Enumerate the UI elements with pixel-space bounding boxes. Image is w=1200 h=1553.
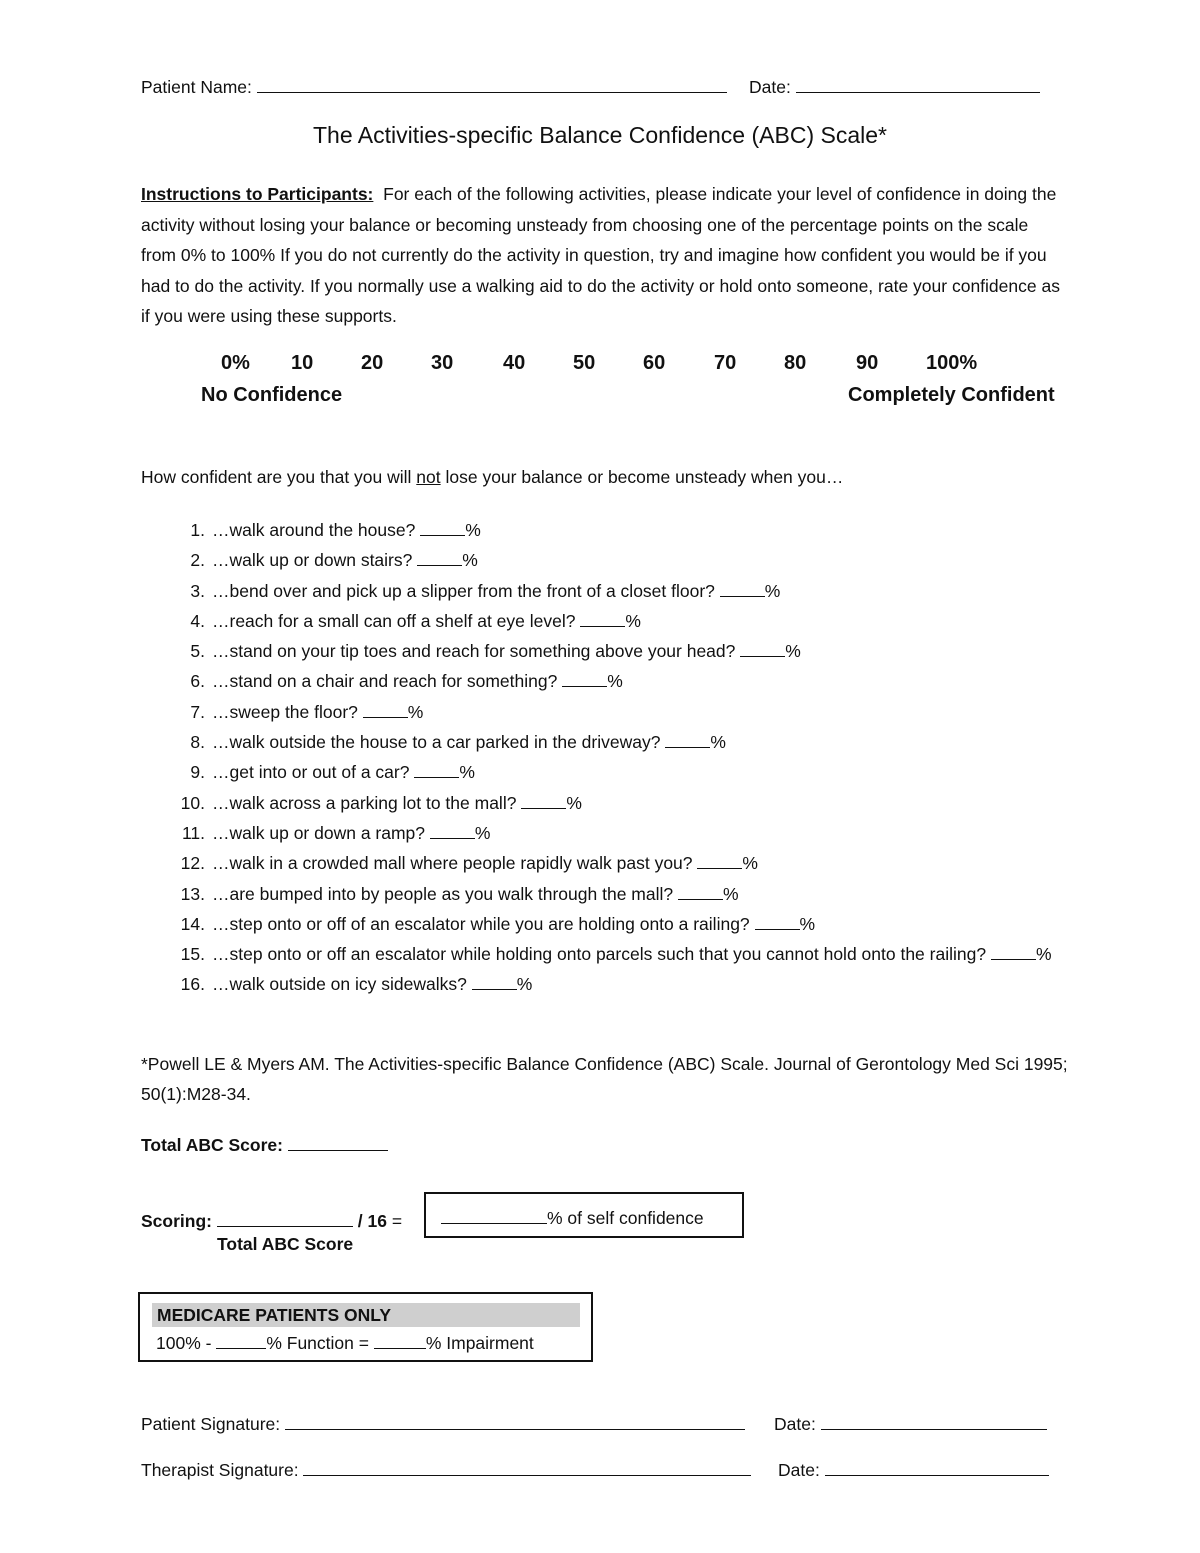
item-text: …stand on your tip toes and reach for something above your head? [212, 641, 736, 662]
item-percent-field[interactable] [580, 612, 625, 627]
item-text: …step onto or off of an escalator while you are holding onto a railing? [212, 913, 750, 934]
percent-sign: % [474, 822, 491, 843]
item-number: 15. [180, 944, 205, 965]
scoring-sublabel: Total ABC Score [217, 1234, 354, 1254]
item-percent-field[interactable] [991, 945, 1036, 960]
item-text: …walk outside the house to a car parked in the driveway? [212, 732, 661, 753]
medicare-box [138, 1292, 593, 1362]
item-number: 14. [180, 913, 205, 934]
scale-point: 10 [291, 352, 314, 374]
patient-date-row [774, 1411, 1047, 1435]
item-number: 13. [180, 883, 205, 904]
percent-sign: % [607, 671, 623, 692]
scale-point: 70 [714, 352, 737, 374]
patient-signature-field[interactable] [285, 1411, 745, 1430]
function-label: % Function = [266, 1333, 369, 1353]
item-number: 1. [190, 520, 205, 540]
item-percent-field[interactable] [430, 824, 475, 839]
list-item [141, 939, 1061, 969]
item-number: 2. [190, 550, 205, 571]
item-number: 4. [190, 610, 205, 631]
item-text: …walk outside on icy sidewalks? [212, 974, 467, 995]
scale-point: 30 [431, 352, 454, 374]
therapist-date-field[interactable] [825, 1457, 1049, 1476]
total-score-label: Total ABC Score: [141, 1135, 283, 1155]
item-text: …walk in a crowded mall where people rapidly walk past you? [212, 853, 693, 874]
self-confidence-label: % of self confidence [547, 1208, 704, 1228]
item-number: 7. [190, 701, 205, 722]
question-after: lose your balance or become unsteady when you… [440, 467, 844, 487]
percent-sign: % [785, 641, 801, 662]
reference-citation: *Powell LE & Myers AM. The Activities-specific Balance Confidence (ABC) Scale. Journal of Gerontology Med Sci 1995; 50(1):M28-34. [141, 1054, 1068, 1104]
patient-name-field[interactable] [257, 74, 727, 93]
scale-point: 20 [361, 352, 384, 374]
page-title: The Activities-specific Balance Confidence (ABC) Scale* [313, 122, 887, 148]
patient-date-label: Date: [774, 1414, 816, 1434]
medicare-prefix: 100% - [156, 1333, 212, 1353]
percent-sign: % [566, 792, 582, 813]
item-percent-field[interactable] [472, 975, 517, 990]
item-number: 5. [190, 641, 205, 662]
percent-sign: % [465, 520, 481, 540]
percent-sign: % [459, 762, 475, 783]
question-emphasis: not [416, 467, 441, 487]
scale-point: 50 [573, 352, 596, 374]
item-text: …get into or out of a car? [212, 762, 410, 783]
total-score-field[interactable] [288, 1132, 388, 1151]
scoring-field[interactable] [217, 1208, 353, 1227]
item-number: 9. [190, 762, 205, 783]
patient-signature-label: Patient Signature: [141, 1414, 281, 1434]
item-percent-field[interactable] [720, 582, 765, 597]
list-item [141, 848, 1061, 878]
list-item [141, 636, 1061, 666]
question-before: How confident are you that you will [141, 467, 417, 487]
percent-sign: % [462, 550, 478, 571]
item-text: …are bumped into by people as you walk through the mall? [212, 883, 674, 904]
scale-point: 80 [784, 352, 807, 374]
list-item [141, 697, 1061, 727]
item-text: …step onto or off an escalator while holding onto parcels such that you cannot hold onto the railing? [212, 944, 987, 965]
percent-sign: % [516, 974, 533, 995]
patient-name-row [141, 74, 727, 98]
item-text: …walk around the house? [212, 520, 416, 540]
total-score-row [141, 1132, 388, 1156]
scoring-label: Scoring: [141, 1211, 212, 1231]
scoring-row [141, 1208, 402, 1232]
patient-date-field[interactable] [821, 1411, 1047, 1430]
item-text: …sweep the floor? [212, 701, 358, 722]
question-prompt [141, 467, 843, 488]
item-number: 16. [180, 974, 205, 995]
self-confidence-row [441, 1205, 704, 1229]
header-date-row [749, 74, 1040, 98]
list-item [141, 818, 1061, 848]
item-number: 11. [181, 822, 205, 843]
percent-sign: % [799, 913, 816, 934]
item-percent-field[interactable] [417, 551, 462, 566]
scale-point: 60 [643, 352, 666, 374]
instructions-lead: Instructions to Participants: [141, 184, 374, 204]
item-percent-field[interactable] [521, 794, 566, 809]
item-number: 10. [180, 792, 205, 813]
item-percent-field[interactable] [420, 521, 465, 536]
list-item [141, 788, 1061, 818]
percent-sign: % [1035, 944, 1052, 965]
percent-sign: % [742, 853, 758, 874]
header-date-label: Date: [749, 77, 791, 97]
item-percent-field[interactable] [740, 642, 785, 657]
scale-high-label: Completely Confident [848, 384, 1055, 406]
scale-point: 100% [926, 352, 978, 374]
instructions-body: For each of the following activities, please indicate your level of confidence in doing the activity without losing your balance or becoming unsteady from choosing one of the percentage points on the scale from 0% to 100% If you do not currently do the activity in question, try and imagine how confident you would be if you had to do the activity. If you normally use a walking aid to do the activity or hold onto someone, rate your confidence as if you were using these supports. [141, 184, 1060, 326]
scale-low-label: No Confidence [201, 384, 343, 406]
item-number: 12. [180, 853, 205, 874]
self-confidence-box [424, 1192, 744, 1238]
list-item [141, 909, 1061, 939]
list-item [141, 515, 1061, 545]
item-text: …bend over and pick up a slipper from the front of a closet floor? [212, 580, 715, 601]
percent-sign: % [625, 610, 641, 631]
item-percent-field[interactable] [755, 915, 800, 930]
item-percent-field[interactable] [562, 672, 607, 687]
medicare-row [156, 1333, 534, 1354]
therapist-signature-row [141, 1457, 751, 1481]
therapist-date-label: Date: [778, 1460, 820, 1480]
list-item [141, 606, 1061, 636]
scoring-equals: = [391, 1211, 403, 1231]
list-item [141, 666, 1061, 696]
item-number: 6. [190, 671, 205, 692]
scale-point: 90 [856, 352, 879, 374]
item-percent-field[interactable] [678, 885, 723, 900]
patient-signature-row [141, 1411, 745, 1435]
item-text: …walk across a parking lot to the mall? [212, 792, 517, 813]
function-field[interactable] [216, 1334, 266, 1349]
list-item [141, 969, 1061, 999]
item-percent-field[interactable] [414, 763, 459, 778]
item-text: …walk up or down a ramp? [212, 822, 426, 843]
list-item [141, 545, 1061, 575]
impairment-label: % Impairment [425, 1333, 534, 1353]
therapist-date-row [778, 1457, 1049, 1481]
item-percent-field[interactable] [363, 703, 408, 718]
item-percent-field[interactable] [697, 854, 742, 869]
item-number: 3. [190, 580, 205, 601]
scoring-divisor: / 16 [357, 1211, 387, 1231]
self-confidence-field[interactable] [441, 1205, 547, 1224]
item-text: …reach for a small can off a shelf at eye level? [212, 610, 576, 631]
percent-sign: % [764, 580, 781, 601]
item-percent-field[interactable] [665, 733, 710, 748]
list-item [141, 757, 1061, 787]
scale-point: 0% [221, 352, 250, 374]
list-item [141, 727, 1061, 757]
header-date-field[interactable] [796, 74, 1040, 93]
medicare-heading: MEDICARE PATIENTS ONLY [152, 1303, 580, 1327]
activity-list [141, 515, 1061, 1000]
percent-sign: % [723, 883, 739, 904]
scale-point: 40 [503, 352, 526, 374]
item-text: …stand on a chair and reach for something? [212, 671, 558, 692]
item-number: 8. [190, 732, 205, 753]
patient-name-label: Patient Name: [141, 77, 252, 97]
impairment-field[interactable] [374, 1334, 426, 1349]
percent-sign: % [407, 701, 424, 722]
item-text: …walk up or down stairs? [212, 550, 413, 571]
therapist-signature-field[interactable] [303, 1457, 751, 1476]
therapist-signature-label: Therapist Signature: [141, 1460, 299, 1480]
instructions [141, 179, 1066, 332]
list-item [141, 879, 1061, 909]
list-item [141, 576, 1061, 606]
percent-sign: % [710, 732, 726, 753]
